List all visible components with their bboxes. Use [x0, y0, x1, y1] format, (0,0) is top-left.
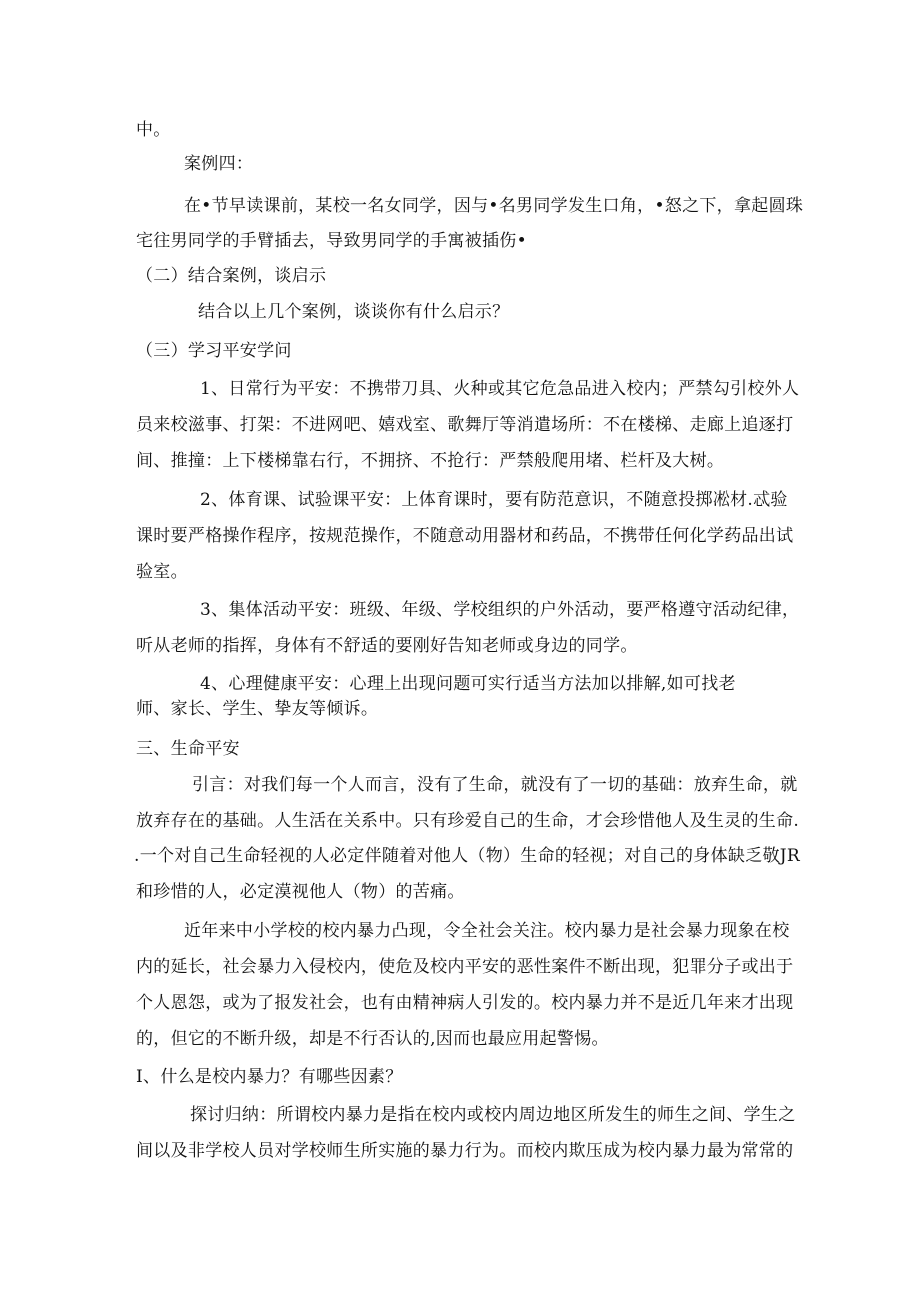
text-line: 和珍惜的人，必定漠视他人（物）的苦痛。 — [136, 882, 465, 902]
text-line: 探讨归纳：所谓校内暴力是指在校内或校内周边地区所发生的师生之间、学生之 — [190, 1105, 796, 1125]
text-line: 内的延长，社会暴力入侵校内，使危及校内平安的恶性案件不断出现，犯罪分子或出于 — [136, 957, 794, 977]
text-line: 2、体育课、试验课平安：上体育课时，要有防范意识，不随意投掷凇材.忒验 — [200, 490, 788, 510]
text-line: .一个对自己生命轻视的人必定伴随着对他人（物）生命的轻视；对自己的身体缺乏敬JR — [134, 846, 801, 866]
text-line: 3、集体活动平安：班级、年级、学校组织的户外活动，要严格遵守活动纪律， — [200, 600, 800, 620]
text-line: 近年来中小学校的校内暴力凸现，令全社会关注。校内暴力是社会暴力现象在校 — [184, 921, 790, 941]
text-line: 引言：对我们每一个人而言，没有了生命，就没有了一切的基础：放弃生命，就 — [192, 775, 798, 795]
text-line: 间以及非学校人员对学校师生所实施的暴力行为。而校内欺压成为校内暴力最为常常的 — [136, 1141, 794, 1161]
text-line: 员来校滋事、打架：不进网吧、嬉戏室、歌舞厅等消遣场所：不在楼梯、走廊上追逐打 — [136, 415, 794, 435]
text-line: 中。 — [136, 120, 171, 140]
text-line: 在•节早读课前，某校一名女同学，因与•名男同学发生口角，•怒之下，拿起圆珠 — [184, 196, 804, 216]
section-heading: （二）结合案例，谈启示 — [136, 266, 327, 286]
text-line: 1、日常行为平安：不携带刀具、火种或其它危急品进入校内；严禁勾引校外人 — [200, 379, 800, 399]
section-heading: （三）学习平安学问 — [136, 341, 292, 361]
case-heading: 案例四： — [184, 154, 254, 174]
text-line: 师、家长、学生、挚友等倾诉。 — [136, 699, 379, 719]
text-line: 的，但它的不断升级，却是不行否认的,因而也最应用起警惕。 — [136, 1029, 609, 1049]
text-line: 验室。 — [136, 562, 188, 582]
text-line: 个人恩怨，或为了报发社会，也有由精神病人引发的。校内暴力并不是近几年来才出现 — [136, 993, 794, 1013]
text-line: 结合以上几个案例，谈谈你有什么启示？ — [198, 302, 510, 322]
text-line: 听从老师的指挥，身体有不舒适的要刚好告知老师或身边的同学。 — [136, 636, 638, 656]
section-heading: 三、生命平安 — [136, 739, 240, 759]
text-line: 课时要严格操作程序，按规范操作，不随意动用器材和药品，不携带任何化学药品出试 — [136, 526, 794, 546]
text-line: 间、推撞：上下楼梯靠右行，不拥挤、不抢行：严禁般爬用堵、栏杆及大树。 — [136, 451, 725, 471]
text-line: 宅往男同学的手臂插去，导致男同学的手寓被插伤• — [136, 231, 527, 251]
section-heading: I、什么是校内暴力？有哪些因素？ — [136, 1067, 403, 1087]
text-line: 4、心理健康平安：心理上出现问题可实行适当方法加以排解,如可找老 — [200, 674, 736, 694]
text-line: 放弃存在的基础。人生活在关系中。只有珍爱自己的生命，才会珍惜他人及生灵的生命. — [136, 811, 800, 831]
